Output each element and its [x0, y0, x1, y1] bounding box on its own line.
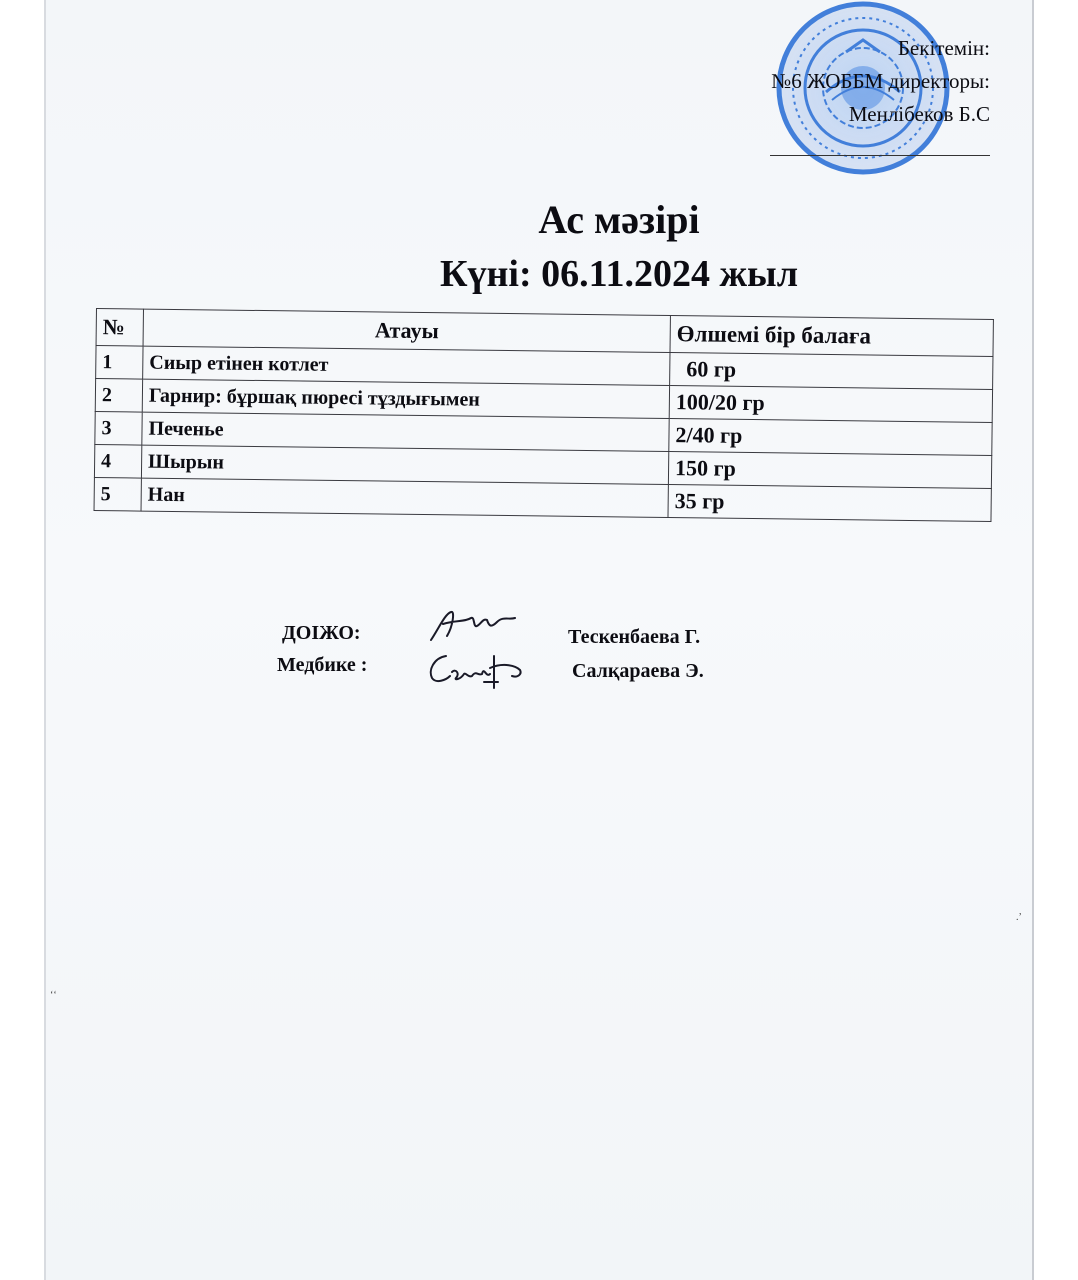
row-portion-size: 60 гр [670, 353, 993, 390]
signature-role-doizho: ДОІЖО: [282, 622, 361, 644]
approval-block [771, 32, 990, 131]
signature-name-1: Тескенбаева Г. [568, 626, 701, 648]
document-title: Ас мәзірі [538, 197, 700, 242]
header-number: № [96, 309, 143, 347]
approval-position: №6 ЖОББМ директоры: [771, 69, 990, 93]
approval-director-name: Менлібеков Б.С [848, 102, 990, 126]
row-dish-name: Сиыр етінен котлет [143, 346, 670, 385]
row-portion-size: 150 гр [668, 452, 991, 489]
handwritten-signature-2 [424, 648, 534, 690]
handwritten-signature-1 [425, 606, 525, 646]
row-dish-name: Печенье [142, 412, 669, 451]
approval-underline [770, 155, 990, 156]
row-portion-size: 2/40 гр [669, 419, 992, 456]
row-number: 1 [96, 346, 143, 380]
header-size: Өлшемі бір балаға [670, 316, 993, 357]
document-date: Күні: 06.11.2024 жыл [439, 253, 799, 295]
approval-label: Бекітемін: [897, 36, 990, 60]
row-dish-name: Нан [141, 478, 668, 517]
row-number: 5 [94, 477, 141, 511]
menu-table [94, 308, 994, 522]
row-dish-name: Шырын [141, 445, 668, 484]
header-name: Атауы [143, 309, 670, 352]
row-dish-name: Гарнир: бұршақ пюресі тұздығымен [142, 379, 669, 418]
signature-name-2: Салқараева Э. [572, 660, 704, 682]
row-number: 4 [94, 444, 141, 478]
ink-speck: ʻʻ [50, 990, 57, 1001]
row-number: 2 [95, 379, 142, 413]
row-portion-size: 35 гр [668, 485, 991, 522]
ink-speck: .ʼ [1016, 912, 1022, 923]
row-number: 3 [95, 411, 142, 445]
document-sheet [44, 0, 1034, 1280]
row-portion-size: 100/20 гр [669, 386, 992, 423]
signature-role-nurse: Медбике : [277, 654, 368, 676]
